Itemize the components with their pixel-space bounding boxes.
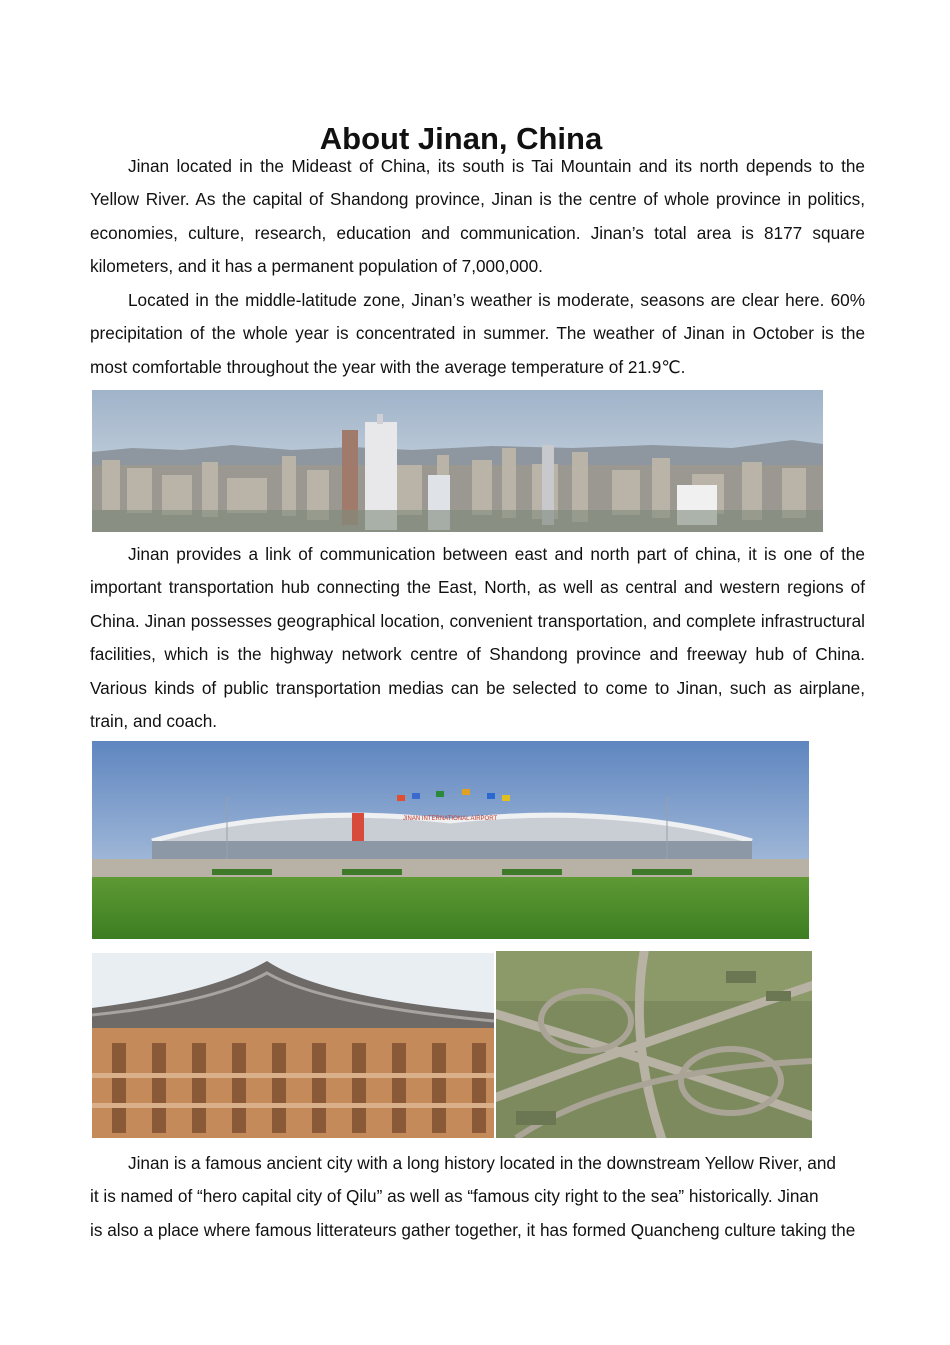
- page-title: About Jinan, China: [319, 120, 603, 156]
- paragraph-weather: Located in the middle-latitude zone, Jinan’s weather is moderate, seasons are clear here. 60% precipitation of the whole year is concentrated in summer. The weather of Jinan in October is the most comfortable throughout the year with the average temperature of 21.9℃.: [90, 290, 865, 377]
- railway-station-photo: [92, 953, 494, 1138]
- history-line-3: is also a place where famous litterateurs gather together, it has formed Quancheng culture taking the: [90, 1219, 856, 1240]
- history-line-2: it is named of “hero capital city of Qilu” as well as “famous city right to the sea” historically. Jinan: [90, 1186, 819, 1207]
- airport-sign: JINAN INTERNATIONAL AIRPORT: [402, 816, 498, 822]
- history-line-1: Jinan is a famous ancient city with a long history located in the downstream Yellow River, and: [128, 1153, 836, 1173]
- highway-interchange-photo: [496, 951, 812, 1138]
- paragraph-location: Jinan located in the Mideast of China, its south is Tai Mountain and its north depends to the Yellow River. As the capital of Shandong province, Jinan is the centre of whole province in politics, economies, culture, research, education and communication. Jinan’s total area is 8177 square kilometers, and it has a permanent population of 7,000,000.: [90, 156, 865, 277]
- city-skyline-photo: [92, 390, 823, 532]
- paragraph-history: [90, 1147, 950, 1247]
- airport-photo: [92, 741, 809, 939]
- paragraph-transportation: Jinan provides a link of communication between east and north part of china, it is one of the important transportation hub connecting the East, North, as well as central and western regions of China. Jinan possesses geographical location, convenient transportation, and complete infrastructural facilities, which is the highway network centre of Shandong province and freeway hub of China. Various kinds of public transportation medias can be selected to come to Jinan, such as airplane, train, and coach.: [90, 544, 865, 732]
